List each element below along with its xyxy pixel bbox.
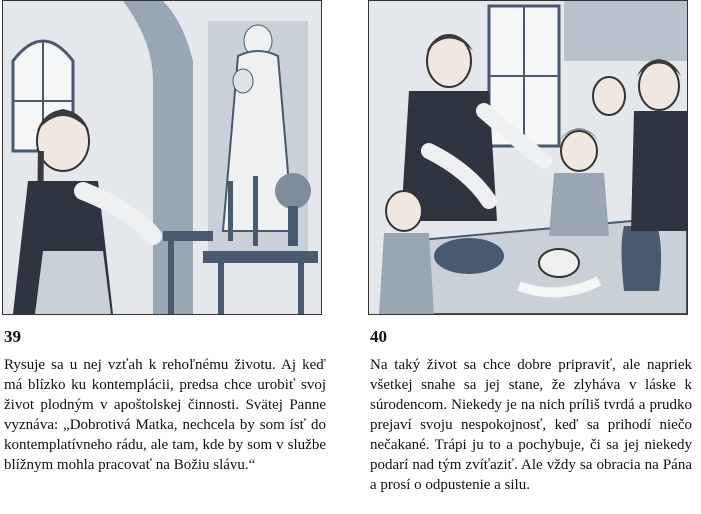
illustration-girl-scolding-siblings-at-table xyxy=(368,0,688,315)
panel-caption: Na taký život sa chce dobre pripraviť, ale napriek všetkej snahe sa jej stane, že zlyháva v láske k súrodencom. Niekedy je na nich príliš tvrdá a prudko prejaví svoju nespokojnosť, keď sa prihodí niečo nečakané. Trápi ju to a pochybuje, či sa jej niekedy podarí nad tým zvíťaziť. Ale vždy sa obracia na Pána a prosí o odpustenie a silu. xyxy=(370,357,692,493)
panel-number: 39 xyxy=(4,327,21,346)
panel-39 xyxy=(2,0,332,475)
panel-caption: Rysuje sa u nej vzťah k rehoľnému životu. Aj keď má blízko ku kontemplácii, predsa chce urobiť svoj život plodným v apoštolskej činnosti. Svätej Panne vyznáva: „Dobrotivá Matka, nechcela by som ísť do kontemplatívneho rádu, ale tam, kde by som v službe blížnym mohla pracovať na Božiu slávu.“ xyxy=(4,357,326,473)
panel-number: 40 xyxy=(370,327,387,346)
illustration-girl-praying-before-madonna-statue xyxy=(2,0,322,315)
panel-40 xyxy=(368,0,698,495)
illustration-drawing xyxy=(369,1,687,314)
illustration-drawing xyxy=(3,1,321,314)
